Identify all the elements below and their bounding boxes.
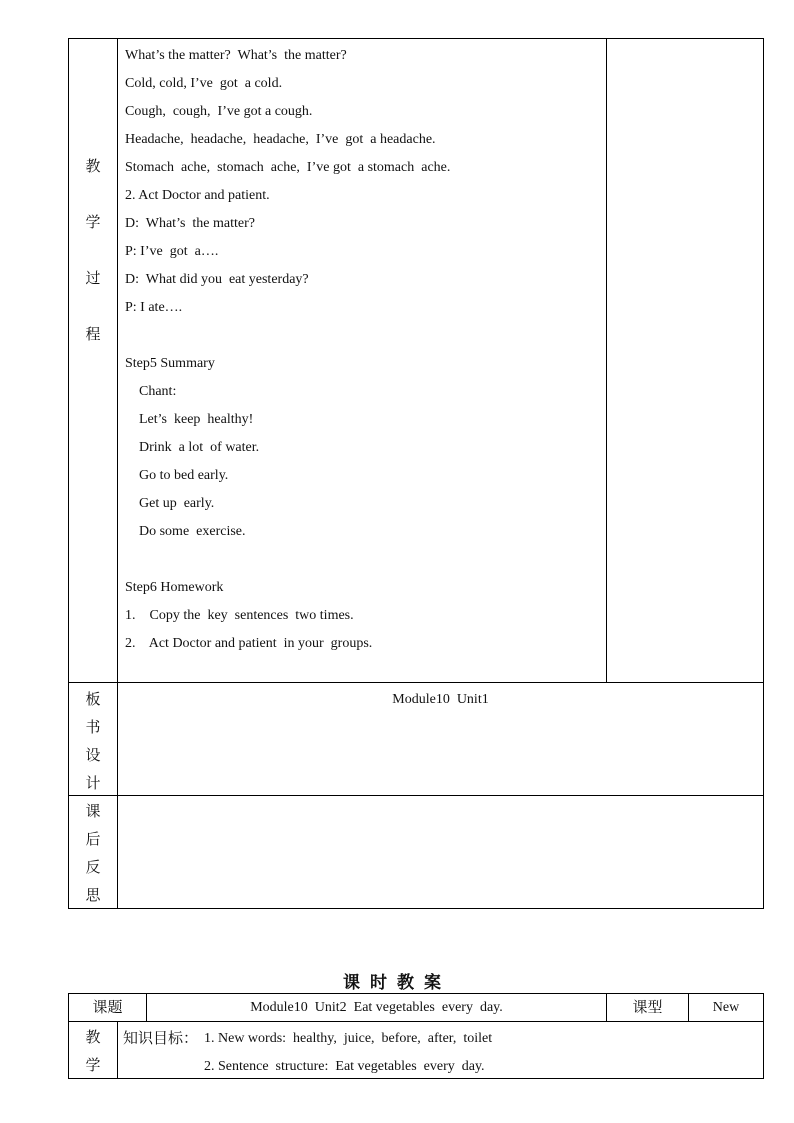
type-value: New xyxy=(712,1000,740,1015)
content-line: D: What did you eat yesterday? xyxy=(125,272,309,287)
objectives-item: 1. New words: healthy, juice, before, after, toilet xyxy=(204,1031,493,1046)
content-line: 1. Copy the key sentences two times. xyxy=(125,608,354,623)
process-label-char: 学 xyxy=(85,215,101,231)
content-line: Stomach ache, stomach ache, I’ve got a stomach ache. xyxy=(125,160,451,175)
table-divider xyxy=(117,38,118,908)
content-line: Go to bed early. xyxy=(125,468,229,483)
content-line: P: I ate…. xyxy=(125,300,183,315)
board-label-char: 计 xyxy=(85,776,101,792)
objectives-label-char: 教 xyxy=(85,1030,101,1046)
process-label-char: 过 xyxy=(85,271,101,287)
topic-value: Module10 Unit2 Eat vegetables every day. xyxy=(250,1000,503,1015)
content-line: Drink a lot of water. xyxy=(125,440,260,455)
content-line: What’s the matter? What’s the matter? xyxy=(125,48,347,63)
reflection-label-char: 课 xyxy=(85,804,101,820)
board-content: Module10 Unit1 xyxy=(392,692,489,707)
objectives-item: 2. Sentence structure: Eat vegetables every day. xyxy=(204,1059,485,1074)
content-line: Do some exercise. xyxy=(125,524,246,539)
content-line: Step5 Summary xyxy=(125,356,215,371)
reflection-label-char: 后 xyxy=(85,832,101,848)
content-line: Cough, cough, I’ve got a cough. xyxy=(125,104,313,119)
content-line: Get up early. xyxy=(125,496,215,511)
table-divider xyxy=(68,795,764,796)
table-border-top xyxy=(68,38,764,39)
content-line: P: I’ve got a…. xyxy=(125,244,219,259)
content-line: Step6 Homework xyxy=(125,580,224,595)
table-border-right xyxy=(763,38,764,908)
content-line: 2. Act Doctor and patient in your groups. xyxy=(125,636,373,651)
content-line: Headache, headache, headache, I’ve got a headache. xyxy=(125,132,436,147)
lesson-plan-title: 课时教案 xyxy=(343,973,451,992)
reflection-label-char: 思 xyxy=(85,888,101,904)
objectives-heading: 知识目标： xyxy=(123,1031,199,1047)
content-line: 2. Act Doctor and patient. xyxy=(125,188,270,203)
content-line: Chant: xyxy=(125,384,177,399)
topic-label: 课题 xyxy=(92,1000,123,1016)
table-divider xyxy=(68,682,764,683)
board-label-char: 设 xyxy=(85,748,101,764)
table-border-right xyxy=(763,993,764,1078)
process-label-char: 教 xyxy=(85,159,101,175)
reflection-label-char: 反 xyxy=(85,860,101,876)
type-label: 课型 xyxy=(632,1000,663,1016)
table-divider xyxy=(606,38,607,682)
board-label-char: 书 xyxy=(85,720,101,736)
objectives-label-char: 学 xyxy=(85,1058,101,1074)
content-line: D: What’s the matter? xyxy=(125,216,255,231)
table-divider xyxy=(117,1021,118,1078)
table-border-bottom xyxy=(68,908,764,909)
content-line: Let’s keep healthy! xyxy=(125,412,254,427)
board-label-char: 板 xyxy=(85,692,101,708)
process-label-char: 程 xyxy=(85,327,101,343)
content-line: Cold, cold, I’ve got a cold. xyxy=(125,76,283,91)
